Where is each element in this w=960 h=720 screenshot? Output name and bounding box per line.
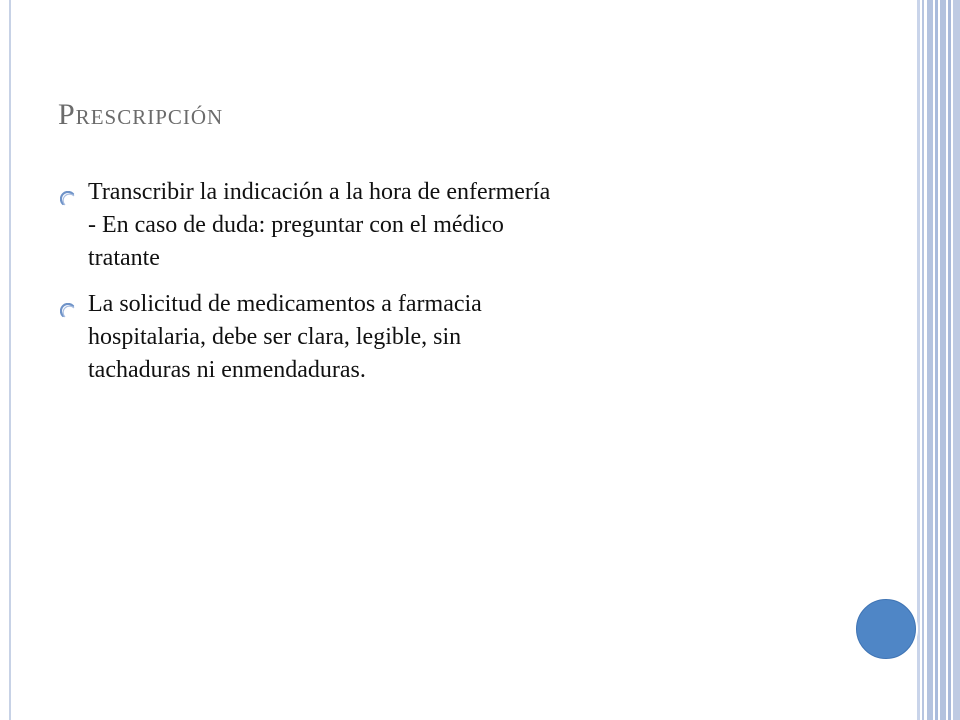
left-border-line — [9, 0, 11, 720]
bullet-item — [58, 176, 818, 275]
stripe — [935, 0, 938, 720]
decorative-circle — [856, 599, 916, 659]
bullet-arc-icon — [60, 184, 76, 200]
bullet-arc-icon — [60, 296, 76, 312]
stripe — [917, 0, 920, 720]
stripe — [922, 0, 924, 720]
stripe — [927, 0, 933, 720]
slide-title: Prescripción — [58, 98, 224, 131]
bullet-text: La solicitud de medicamentos a farmacia hospitalaria, debe ser clara, legible, sin tachaduras ni enmendaduras. — [88, 291, 482, 383]
bullet-list — [58, 176, 818, 400]
stripe — [948, 0, 951, 720]
bullet-item — [58, 288, 818, 387]
stripe — [953, 0, 960, 720]
stripe — [940, 0, 946, 720]
bullet-text: Transcribir la indicación a la hora de enfermería - En caso de duda: preguntar con el médico tratante — [88, 179, 551, 271]
